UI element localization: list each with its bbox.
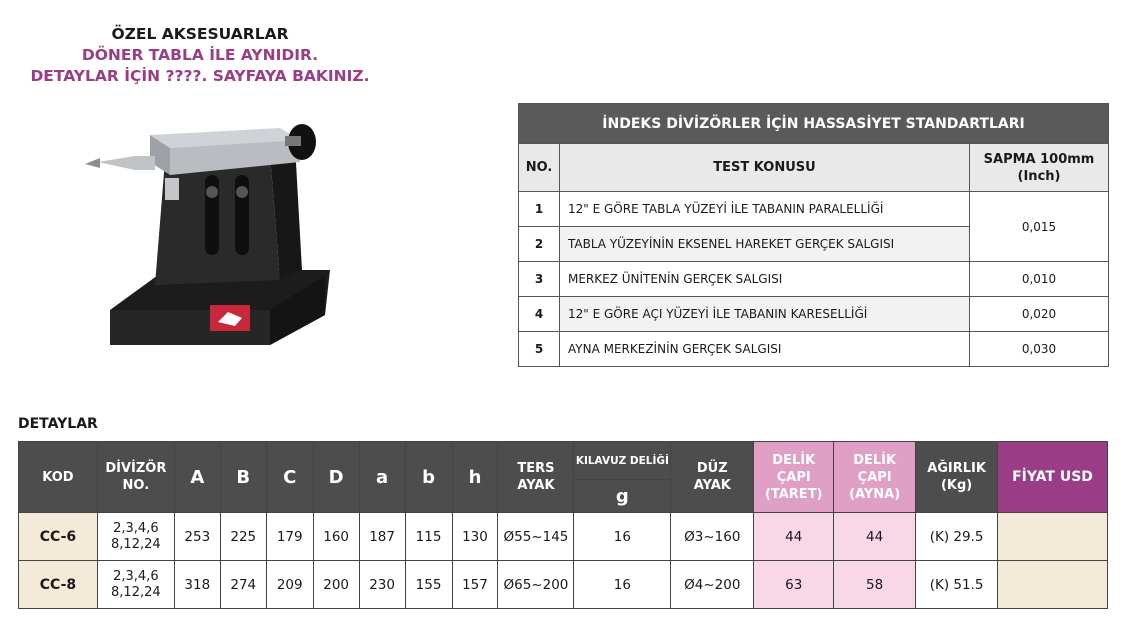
header-g: g (574, 480, 671, 513)
header-taret-line1: DELİK (772, 452, 816, 468)
header-divizor-line1: DİVİZÖR (105, 461, 167, 476)
header-ters-ayak (498, 442, 574, 513)
header-duz-line2: AYAK (693, 478, 731, 493)
cell-fiyat (998, 513, 1108, 561)
cell-duz: Ø3~160 (671, 513, 754, 561)
row-no: 4 (519, 297, 560, 332)
header-agirlik-line2: (Kg) (940, 478, 973, 493)
col-no-header: NO. (519, 144, 560, 192)
cell-h: 130 (452, 513, 498, 561)
details-title: DETAYLAR (18, 416, 98, 432)
cell-ters: Ø55~145 (498, 513, 574, 561)
row-topic: 12" E GÖRE TABLA YÜZEYİ İLE TABANIN PARALELLİĞİ (560, 192, 970, 227)
header-d-upper: D (313, 442, 359, 513)
cell-g: 16 (574, 513, 671, 561)
header-divizor (97, 442, 174, 513)
cell-kod: CC-6 (19, 513, 98, 561)
row-topic: 12" E GÖRE AÇI YÜZEYİ İLE TABANIN KARESELLİĞİ (560, 297, 970, 332)
cell-agirlik: (K) 51.5 (916, 561, 998, 609)
header-ayna-line1: DELİK (853, 452, 897, 468)
header-ayna-line3: (AYNA) (849, 486, 901, 502)
header-divizor-line2: NO. (122, 478, 150, 493)
cell-A: 253 (174, 513, 220, 561)
row-deviation: 0,020 (970, 297, 1109, 332)
cell-divizor-line1: 2,3,4,6 (113, 520, 159, 536)
cell-ters: Ø65~200 (498, 561, 574, 609)
header-taret-line3: (TARET) (764, 486, 823, 502)
cell-duz: Ø4~200 (671, 561, 754, 609)
row-topic: TABLA YÜZEYİNİN EKSENEL HAREKET GERÇEK SALGISI (560, 227, 970, 262)
cell-ayna: 44 (834, 513, 916, 561)
header-kod: KOD (19, 442, 98, 513)
table-row (19, 513, 1108, 561)
heading-line-1: ÖZEL AKSESUARLAR (111, 25, 289, 43)
cell-agirlik: (K) 29.5 (916, 513, 998, 561)
cell-taret: 44 (754, 513, 834, 561)
details-table (18, 441, 1108, 609)
cell-B: 225 (220, 513, 266, 561)
heading-line-2: DÖNER TABLA İLE AYNIDIR. (81, 46, 319, 64)
header-c-upper: C (266, 442, 313, 513)
header-agirlik-line1: AĞIRLIK (927, 461, 986, 476)
cell-C: 179 (266, 513, 313, 561)
heading-line-3: DETAYLAR İÇİN ????. SAYFAYA BAKINIZ. (30, 67, 370, 85)
row-deviation: 0,015 (970, 192, 1109, 262)
row-deviation: 0,010 (970, 262, 1109, 297)
cell-a: 187 (359, 513, 405, 561)
header-delik-taret (754, 442, 834, 513)
header-taret-line2: ÇAPI (776, 469, 811, 485)
tailstock-product-image (70, 100, 370, 370)
cell-fiyat (998, 561, 1108, 609)
header-ayna-line2: ÇAPI (857, 469, 892, 485)
header-agirlik (916, 442, 998, 513)
precision-standards-table (518, 103, 1109, 367)
col-deviation-header (970, 144, 1109, 192)
header-ters-line1: TERS (517, 461, 555, 476)
header-duz-line1: DÜZ (696, 461, 728, 476)
header-b-lower: b (405, 442, 452, 513)
row-no: 1 (519, 192, 560, 227)
cell-taret: 63 (754, 561, 834, 609)
page-heading (0, 24, 400, 87)
header-kilavuz: KILAVUZ DELİĞİ (574, 442, 671, 480)
row-topic: MERKEZ ÜNİTENİN GERÇEK SALGISI (560, 262, 970, 297)
cell-A: 318 (174, 561, 220, 609)
col-test-topic-header: TEST KONUSU (560, 144, 970, 192)
cell-divizor (97, 561, 174, 609)
cell-b: 155 (405, 561, 452, 609)
cell-C: 209 (266, 561, 313, 609)
cell-B: 274 (220, 561, 266, 609)
cell-g: 16 (574, 561, 671, 609)
cell-h: 157 (452, 561, 498, 609)
header-ters-line2: AYAK (517, 478, 555, 493)
row-no: 2 (519, 227, 560, 262)
row-no: 3 (519, 262, 560, 297)
row-no: 5 (519, 332, 560, 367)
deviation-label: SAPMA 100mm (983, 151, 1095, 167)
precision-table-title: İNDEKS DİVİZÖRLER İÇİN HASSASİYET STANDARTLARI (519, 104, 1109, 144)
header-h-lower: h (452, 442, 498, 513)
cell-ayna: 58 (834, 561, 916, 609)
header-a-upper: A (174, 442, 220, 513)
cell-divizor-line2: 8,12,24 (111, 536, 161, 552)
header-duz-ayak (671, 442, 754, 513)
table-row (19, 561, 1108, 609)
cell-D: 200 (313, 561, 359, 609)
header-a-lower: a (359, 442, 405, 513)
cell-kod: CC-8 (19, 561, 98, 609)
cell-b: 115 (405, 513, 452, 561)
header-fiyat: FİYAT USD (998, 442, 1108, 513)
header-delik-ayna (834, 442, 916, 513)
header-b-upper: B (220, 442, 266, 513)
cell-D: 160 (313, 513, 359, 561)
row-topic: AYNA MERKEZİNİN GERÇEK SALGISI (560, 332, 970, 367)
row-deviation: 0,030 (970, 332, 1109, 367)
cell-divizor-line1: 2,3,4,6 (113, 568, 159, 584)
deviation-unit: (Inch) (1017, 168, 1061, 184)
cell-divizor (97, 513, 174, 561)
cell-a: 230 (359, 561, 405, 609)
cell-divizor-line2: 8,12,24 (111, 584, 161, 600)
